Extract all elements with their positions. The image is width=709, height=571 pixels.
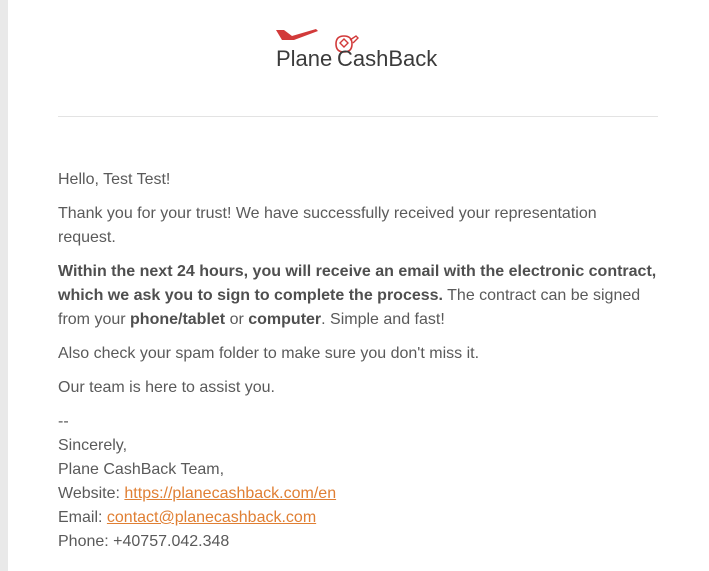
plane-icon — [276, 29, 318, 40]
plane-cashback-logo — [268, 24, 458, 72]
phone-value: +40757.042.348 — [113, 533, 230, 550]
phone-label: Phone: — [58, 533, 114, 550]
greeting: Hello, Test Test! — [58, 171, 171, 188]
paragraph-thanks: Thank you for your trust! We have successfully received your representation request. — [58, 205, 597, 246]
signature-team: Plane CashBack Team, — [58, 461, 225, 478]
signature-dash: -- — [58, 413, 69, 430]
contract-text-3: . Simple and fast! — [321, 311, 445, 328]
contract-text-1: The contract can be signed from your — [58, 287, 641, 328]
email-label: Email: — [58, 509, 107, 526]
paragraph-spam: Also check your spam folder to make sure you don't miss it. — [58, 345, 480, 362]
device-computer: computer — [248, 311, 322, 328]
logo-word-cashback: CashBack — [337, 46, 438, 71]
plane-cashback-logo-graphic — [268, 24, 458, 72]
signature-phone — [58, 530, 658, 554]
website-label: Website: — [58, 485, 125, 502]
signature-sincerely: Sincerely, — [58, 437, 128, 454]
paragraph-contract — [58, 260, 658, 332]
signature-email — [58, 506, 658, 530]
header-divider — [58, 116, 658, 117]
contract-text-2: or — [225, 311, 249, 328]
email-body — [58, 168, 658, 554]
paragraph-assist: Our team is here to assist you. — [58, 379, 275, 396]
contract-bold-text: Within the next 24 hours, you will receive an email with the electronic contract, which we ask you to sign to complete the process. — [58, 263, 657, 304]
logo-word-plane: Plane — [276, 46, 333, 71]
device-phone-tablet: phone/tablet — [130, 311, 226, 328]
signature-website — [58, 482, 658, 506]
email-card — [8, 0, 709, 571]
website-link[interactable]: https://planecashback.com/en — [124, 485, 337, 502]
signature — [58, 410, 658, 554]
email-link[interactable]: contact@planecashback.com — [106, 509, 317, 526]
